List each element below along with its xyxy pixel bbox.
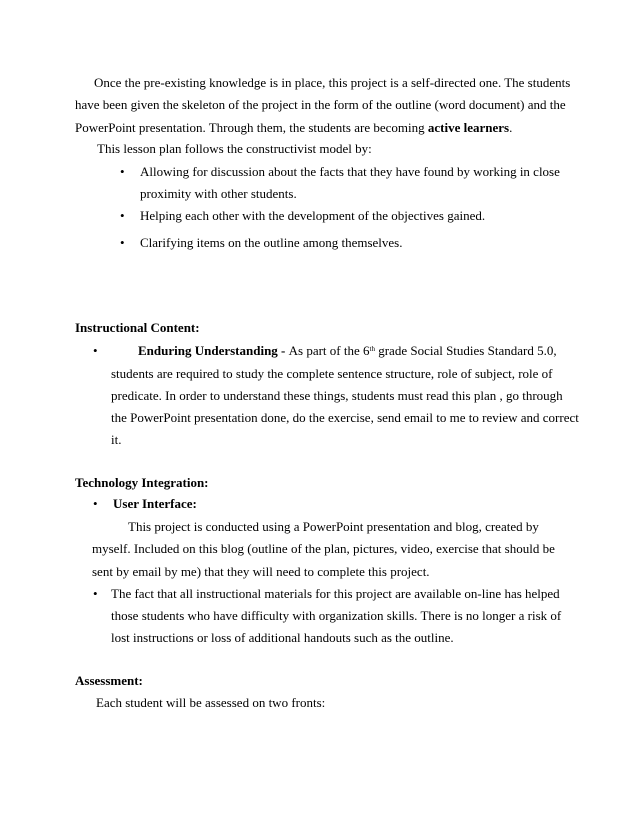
user-interface-para-line-1: This project is conducted using a PowerPoint presentation and blog, created by: [128, 519, 539, 534]
enduring-understanding-line-5: it.: [111, 432, 122, 447]
bullet-icon: •: [120, 164, 125, 179]
user-interface-para-line-3: sent by email by me) that they will need to complete this project.: [92, 564, 430, 579]
online-materials-line-1: The fact that all instructional materials for this project are available on-line has helped: [111, 586, 560, 601]
enduring-understanding-line-2: students are required to study the complete sentence structure, role of subject, role of: [111, 366, 553, 381]
instructional-content-heading: Instructional Content:: [75, 320, 200, 335]
list-item-1-line-2: proximity with other students.: [140, 186, 297, 201]
technology-integration-heading: Technology Integration:: [75, 475, 209, 490]
enduring-understanding-line-1: Enduring Understanding - As part of the 6th grade Social Studies Standard 5.0,: [138, 343, 557, 358]
user-interface-label: User Interface:: [113, 496, 197, 511]
list-item-2: Helping each other with the development of the objectives gained.: [140, 208, 486, 223]
assessment-line-1: Each student will be assessed on two fronts:: [96, 695, 326, 710]
active-learners-term: active learners: [427, 120, 510, 135]
paragraph-1-line-3: [75, 120, 512, 136]
enduring-understanding-line-4: the PowerPoint presentation done, do the exercise, send email to me to review and correct: [111, 410, 579, 425]
online-materials-line-2: those students who have difficulty with organization skills. There is no longer a risk of: [111, 608, 562, 623]
enduring-understanding-line-3: predicate. In order to understand these things, students must read this plan , go through: [111, 388, 563, 403]
paragraph-1-line-3-period: .: [509, 120, 513, 135]
enduring-understanding-label: Enduring Understanding -: [138, 343, 289, 358]
assessment-heading: Assessment:: [75, 673, 143, 688]
paragraph-1-line-3-text: PowerPoint presentation. Through them, the students are becoming: [75, 120, 428, 135]
list-item-1-line-1: Allowing for discussion about the facts that they have found by working in close: [140, 164, 560, 179]
paragraph-1-line-1: Once the pre-existing knowledge is in place, this project is a self-directed one. The students: [94, 75, 571, 90]
bullet-icon: •: [93, 496, 98, 511]
paragraph-1-line-2: have been given the skeleton of the project in the form of the outline (word document) and the: [75, 97, 566, 112]
bullet-icon: •: [120, 235, 125, 250]
bullet-icon: •: [93, 586, 98, 601]
paragraph-1-line-4: This lesson plan follows the constructivist model by:: [97, 141, 372, 156]
list-item-3: Clarifying items on the outline among themselves.: [140, 235, 403, 250]
bullet-icon: •: [120, 208, 125, 223]
bullet-icon: •: [93, 343, 98, 358]
online-materials-line-3: lost instructions or loss of additional handouts such as the outline.: [111, 630, 454, 645]
user-interface-para-line-2: myself. Included on this blog (outline of the plan, pictures, video, exercise that should be: [92, 541, 555, 556]
